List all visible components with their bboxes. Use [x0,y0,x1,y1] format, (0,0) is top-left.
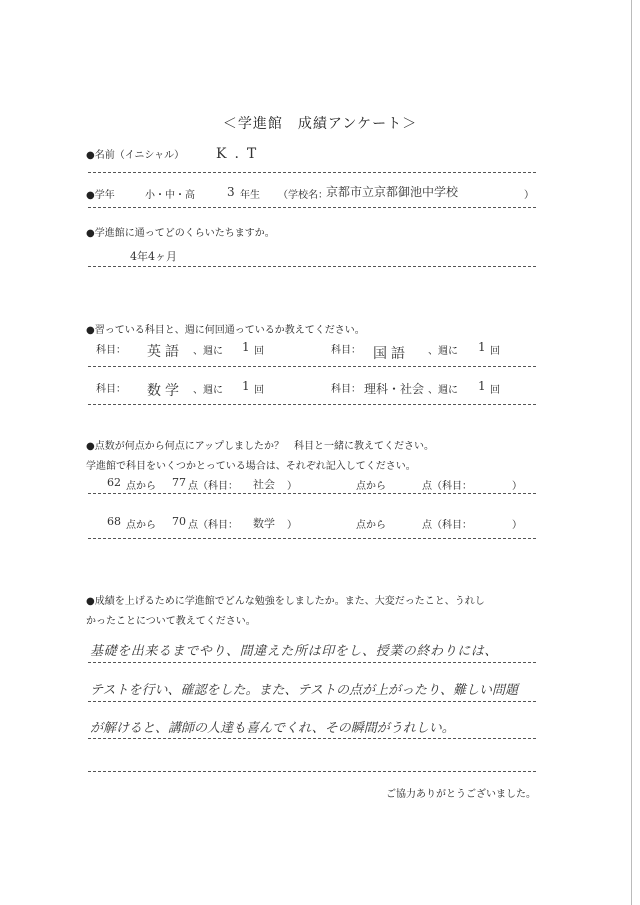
subject-2-count: 1 [478,340,486,354]
subject-3-times: 回 [254,385,264,396]
scan-edge [631,0,632,905]
score-1-close: ） [287,481,297,492]
score-2-to-label: 点（科目： [422,481,472,492]
subject-1-label: 科目： [96,345,126,356]
scores-line-1 [88,493,536,494]
score-3-close: ） [287,520,297,531]
school-suffix: ） [524,190,534,201]
subject-3-perweek: 、週に [193,385,223,396]
duration-question: ●学進館に通ってどのくらいたちますか。 [86,228,275,239]
subject-4-times: 回 [490,385,500,396]
study-question-1: ●成績を上げるために学進館でどんな勉強をしましたか。また、大変だったこと、うれし [86,596,485,607]
subject-4-label: 科目： [331,384,361,395]
score-3-from-label: 点から [126,520,156,531]
score-3-to-label: 点（科目： [188,520,238,531]
grade-year-suffix: 年生 [240,190,260,201]
grade-question: ●学年 [86,190,115,201]
score-4-from-label: 点から [356,520,386,531]
score-4-to-label: 点（科目： [422,520,472,531]
score-1-subject: 社会 [253,478,275,491]
subjects-line-2 [88,404,536,405]
name-line [88,172,536,173]
subject-3-name: 数学 [147,383,183,399]
score-1-from-label: 点から [126,481,156,492]
grade-year: 3 [227,185,235,199]
score-4-close: ） [512,520,522,531]
name-answer: K.T [216,146,265,162]
subject-4-count: 1 [478,379,486,393]
school-name: 京都市立京都御池中学校 [326,185,459,199]
score-2-from-label: 点から [356,481,386,492]
study-line-1 [88,662,536,663]
subject-2-perweek: 、週に [428,346,458,357]
study-question-2: かったことについて教えてください。 [86,616,256,627]
subjects-line-1 [88,366,536,367]
score-3-subject: 数学 [253,517,275,530]
subject-3-label: 科目： [96,384,126,395]
subject-1-times: 回 [254,346,264,357]
study-line-2 [88,701,536,702]
study-answer-3: が解けると、講師の人達も喜んでくれ、その瞬間がうれしい。 [90,721,455,736]
subjects-question: ●習っている科目と、週に何回通っているか教えてください。 [86,325,365,336]
scores-question-1: ●点数が何点から何点にアップしましたか？ 科目と一緒に教えてください。 [86,441,435,452]
scores-question-2: 学進館で科目をいくつかとっている場合は、それぞれ記入してください。 [86,461,416,472]
score-1-to: 77 [172,476,186,489]
subject-2-name: 国語 [373,346,409,362]
duration-line [88,266,536,267]
study-line-3 [88,738,536,739]
score-3-from: 68 [107,515,121,528]
grade-options: 小・中・高 [145,190,195,201]
subject-2-times: 回 [490,346,500,357]
subject-1-count: 1 [242,340,250,354]
score-1-to-label: 点（科目： [188,481,238,492]
subject-1-perweek: 、週に [193,346,223,357]
study-answer-1: 基礎を出来るまでやり、間違えた所は印をし、授業の終わりには、 [90,644,499,659]
name-question: ●名前（イニシャル） [86,150,185,161]
subject-2-label: 科目： [331,345,361,356]
study-answer-2: テストを行い、確認をした。また、テストの点が上がったり、難しい問題 [90,683,518,698]
score-1-from: 62 [107,476,121,489]
subject-4-perweek: 、週に [428,385,458,396]
score-3-to: 70 [172,515,186,528]
score-2-close: ） [512,481,522,492]
school-prefix: （学校名： [278,190,328,201]
thanks-text: ご協力ありがとうございました。 [386,789,536,800]
study-line-4 [88,771,536,772]
scores-line-2 [88,538,536,539]
survey-title: ＜学進館 成績アンケート＞ [222,116,418,132]
subject-4-name: 理科・社会 [364,382,425,396]
subject-1-name: 英語 [147,344,183,360]
subject-3-count: 1 [242,379,250,393]
duration-answer: 4年4ヶ月 [130,250,177,263]
grade-line [88,207,536,208]
